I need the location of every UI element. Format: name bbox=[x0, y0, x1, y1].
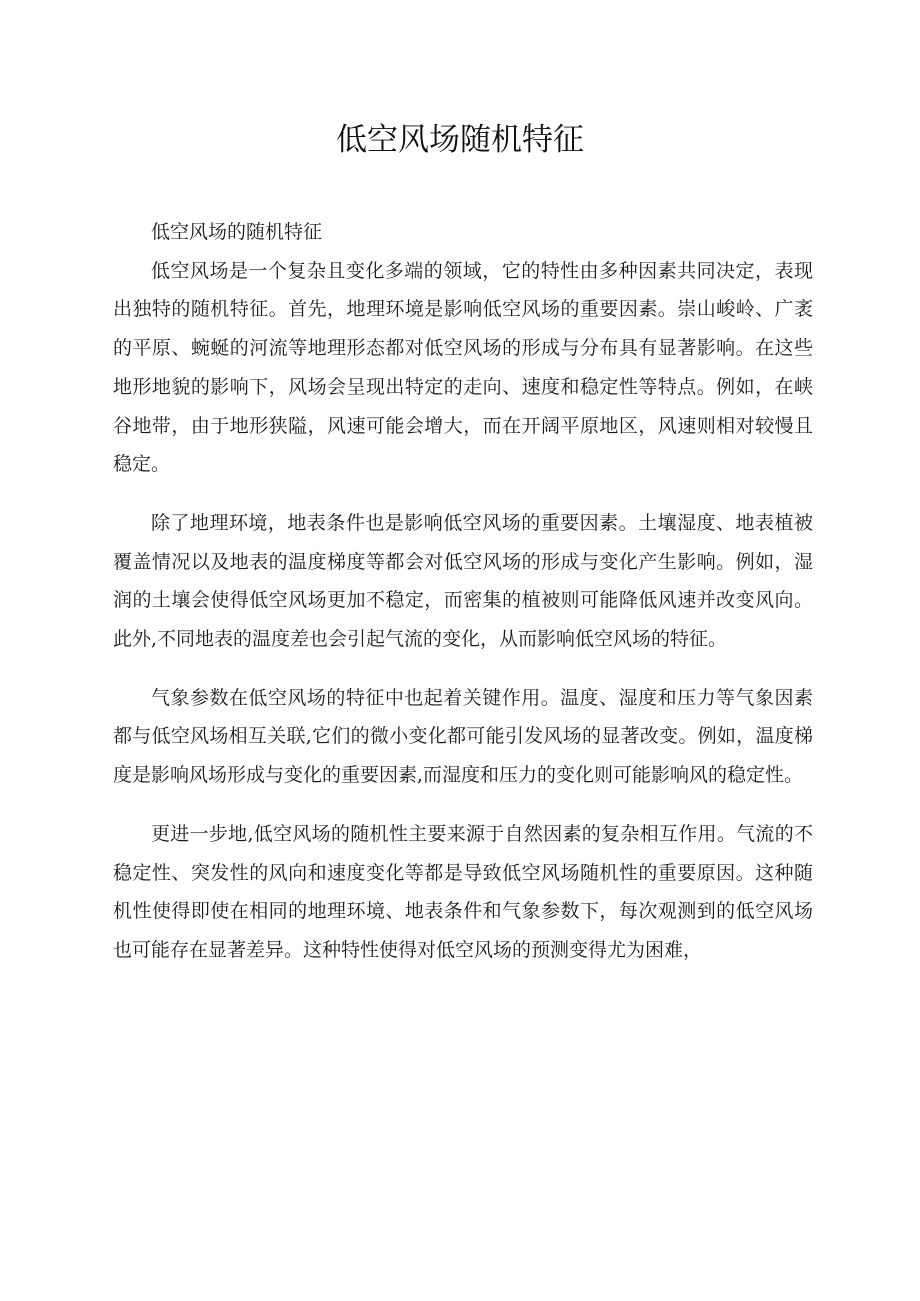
paragraph-1: 低空风场是一个复杂且变化多端的领域，它的特性由多种因素共同决定，表现出独特的随机特征。首先，地理环境是影响低空风场的重要因素。崇山峻岭、广袤的平原、蜿蜒的河流等地理形态都对低空风场的形成与分布具有显著影响。在这些地形地貌的影响下，风场会呈现出特定的走向、速度和稳定性等特点。例如，在峡谷地带，由于地形狭隘，风速可能会增大，而在开阔平原地区，风速则相对较慢且稳定。 bbox=[113, 259, 813, 476]
document-body bbox=[113, 213, 813, 990]
document-title: 低空风场随机特征 bbox=[336, 122, 584, 158]
section-heading: 低空风场的随机特征 bbox=[151, 221, 323, 243]
paragraph-4: 更进一步地,低空风场的随机性主要来源于自然因素的复杂相互作用。气流的不稳定性、突发性的风向和速度变化等都是导致低空风场随机性的重要原因。这种随机性使得即使在相同的地理环境、地表条件和气象参数下，每次观测到的低空风场也可能存在显著差异。这种特性使得对低空风场的预测变得尤为困难， bbox=[113, 822, 813, 961]
paragraph-3: 气象参数在低空风场的特征中也起着关键作用。温度、湿度和压力等气象因素都与低空风场相互关联,它们的微小变化都可能引发风场的显著改变。例如，温度梯度是影响风场形成与变化的重要因素,而湿度和压力的变化则可能影响风的稳定性。 bbox=[113, 686, 813, 787]
paragraph-2: 除了地理环境，地表条件也是影响低空风场的重要因素。土壤湿度、地表植被覆盖情况以及地表的温度梯度等都会对低空风场的形成与变化产生影响。例如，湿润的土壤会使得低空风场更加不稳定，而密集的植被则可能降低风速并改变风向。此外,不同地表的温度差也会引起气流的变化，从而影响低空风场的特征。 bbox=[113, 511, 813, 651]
